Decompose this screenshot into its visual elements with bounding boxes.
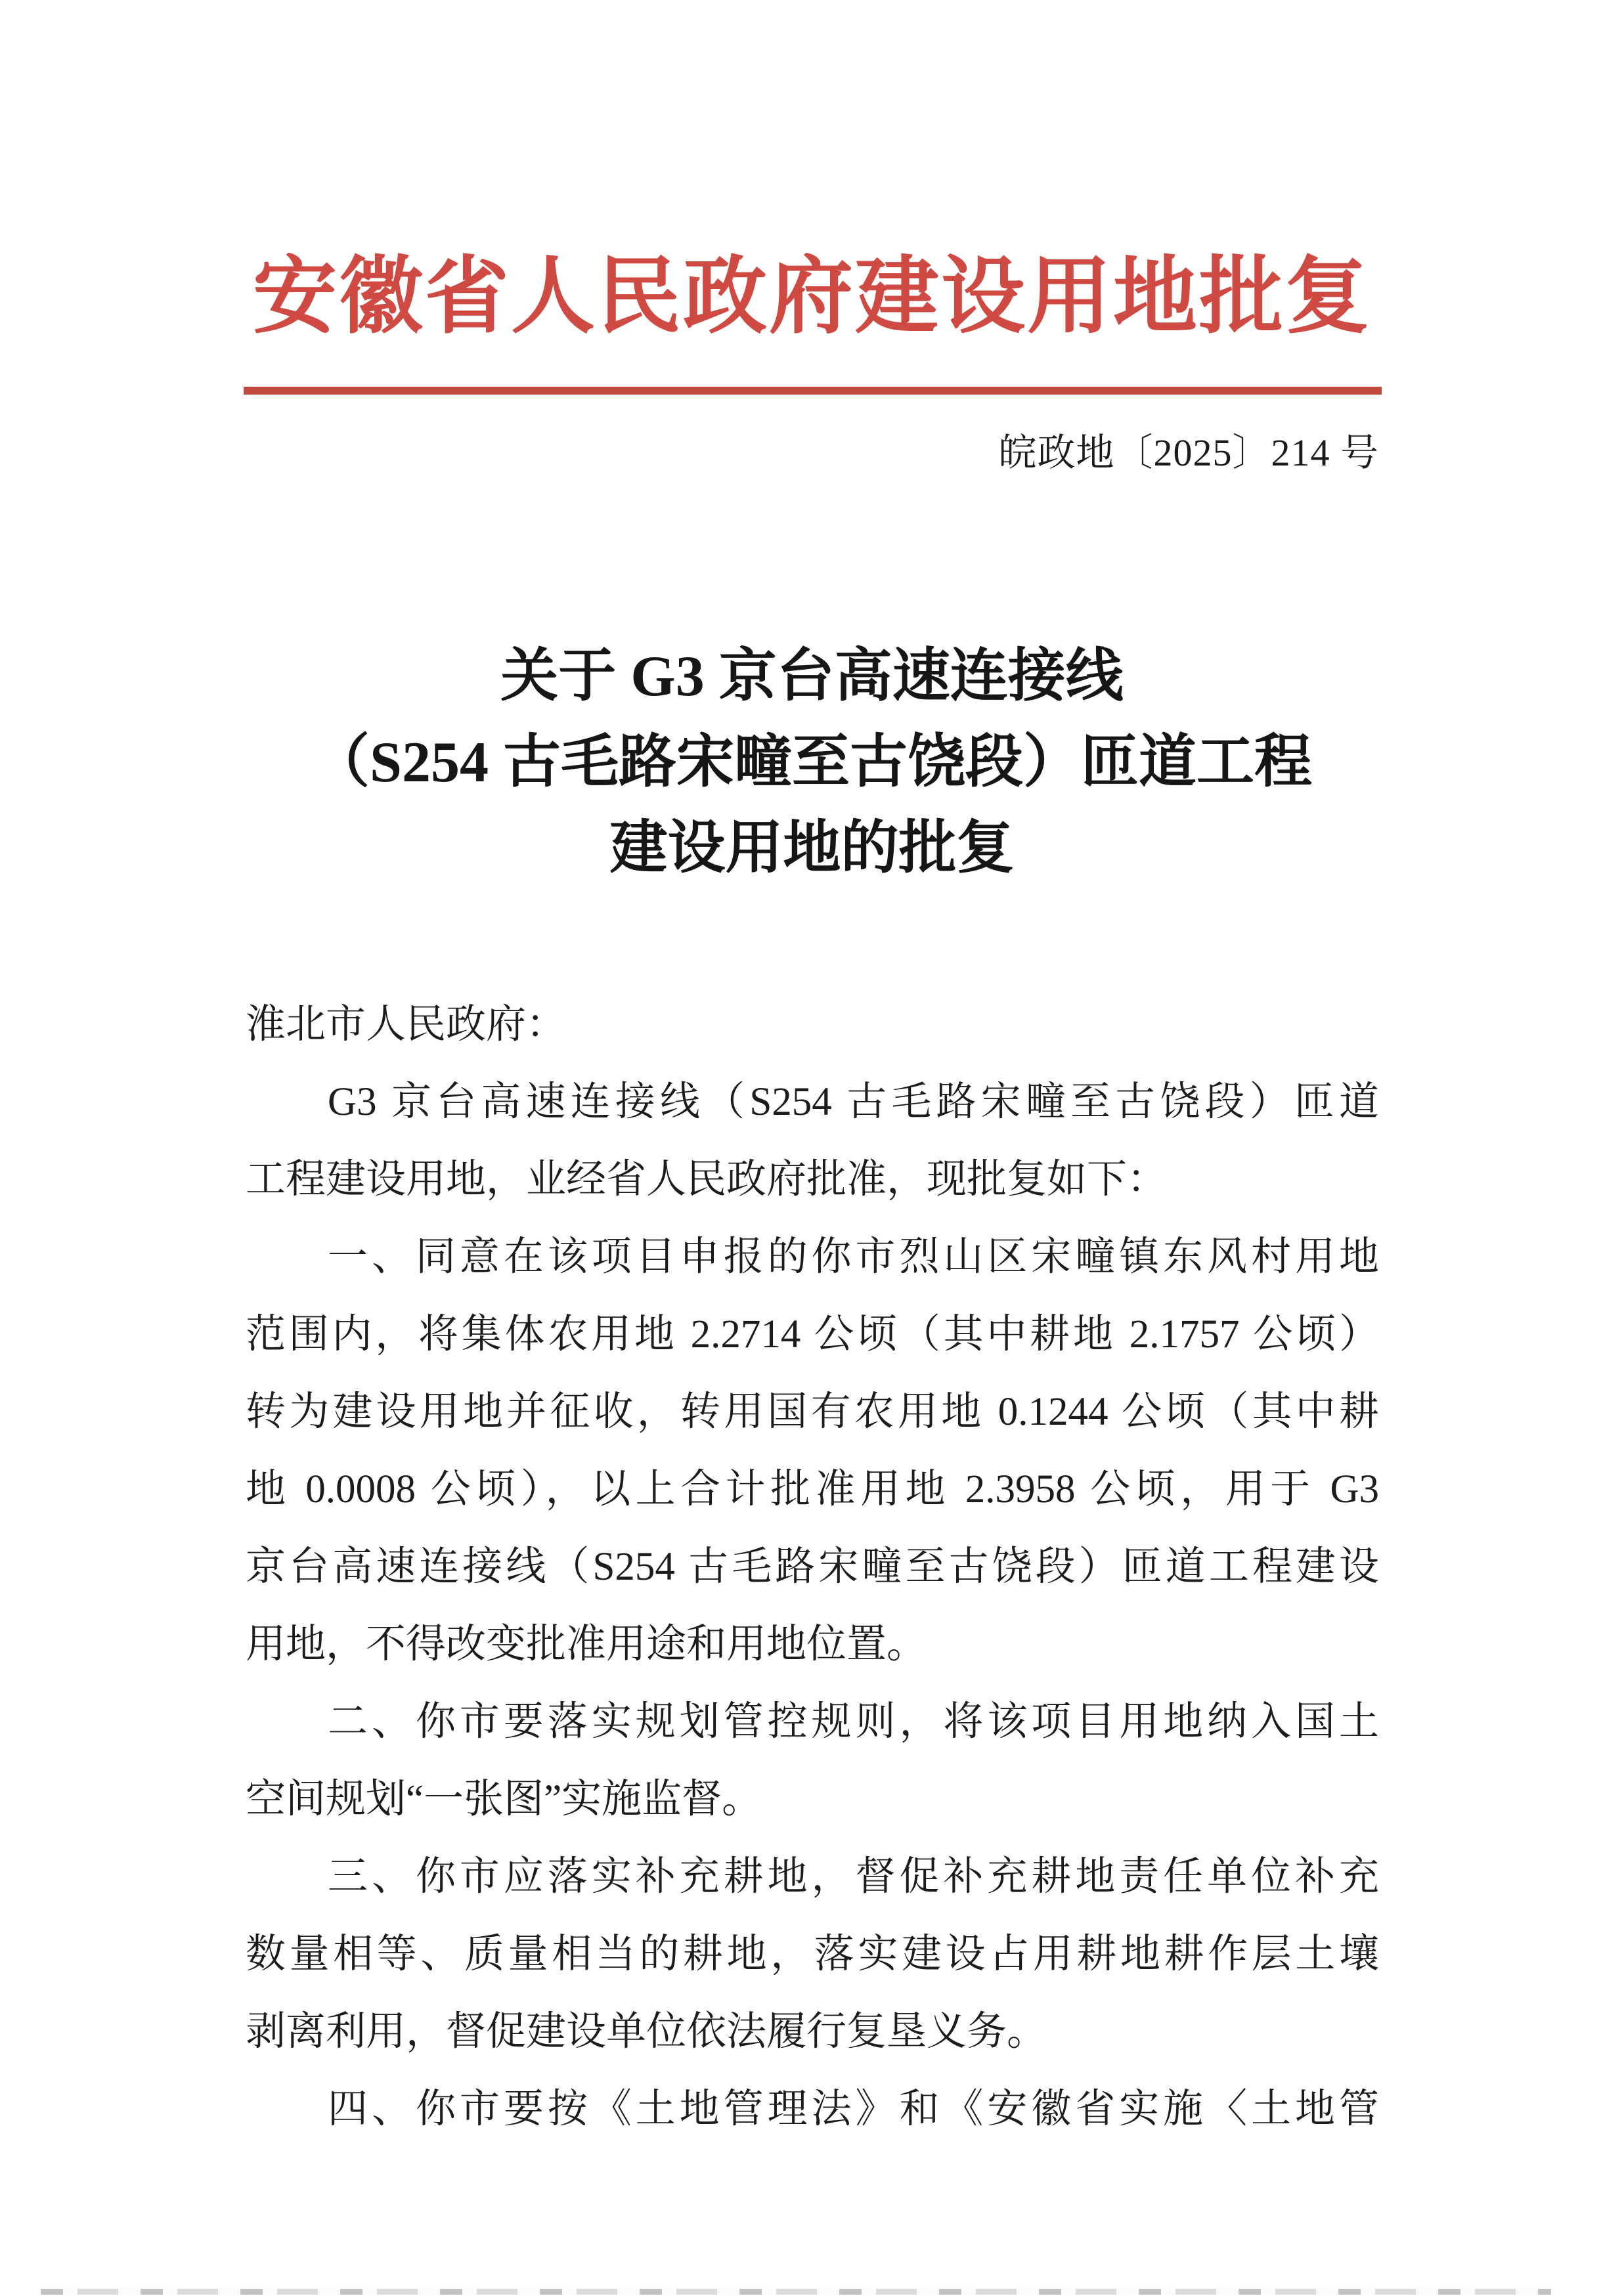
body-text-line: 四、你市要按《土地管理法》和《安徽省实施〈土地管 [328,2087,1379,2131]
body-text-line: 二、你市要落实规划管控规则，将该项目用地纳入国土 [328,1700,1379,1744]
body-text-line: 京台高速连接线（S254 古毛路宋疃至古饶段）匝道工程建设 [246,1545,1379,1589]
subject-title-line: 关于 G3 京台高速连接线 [500,645,1124,708]
body-text-line: 空间规划“一张图”实施监督。 [246,1777,762,1821]
body-text-line: 剥离利用，督促建设单位依法履行复垦义务。 [246,2010,1047,2054]
document-number: 皖政地〔2025〕214 号 [998,431,1379,474]
body-text-line: 地 0.0008 公顷），以上合计批准用地 2.3958 公顷，用于 G3 [246,1467,1379,1511]
document-header-title: 安徽省人民政府建设用地批复 [252,250,1371,343]
next-page-line-cutoff-artifact [41,2289,1551,2295]
body-text-line: 淮北市人民政府： [246,1003,567,1047]
body-text-line: 范围内，将集体农用地 2.2714 公顷（其中耕地 2.1757 公顷） [246,1312,1379,1356]
subject-title [0,634,1624,892]
body-text-line: 转为建设用地并征收，转用国有农用地 0.1244 公顷（其中耕 [246,1390,1379,1434]
body-text-line: 用地，不得改变批准用途和用地位置。 [246,1622,927,1666]
body-text-line: 三、你市应落实补充耕地，督促补充耕地责任单位补充 [328,1855,1379,1899]
document-body [246,986,1379,2148]
subject-title-line: 建设用地的批复 [609,817,1015,880]
body-text-line: 工程建设用地，业经省人民政府批准，现批复如下： [246,1158,1168,1202]
subject-title-line: （S254 古毛路宋疃至古饶段）匝道工程 [312,731,1312,794]
body-text-line: G3 京台高速连接线（S254 古毛路宋疃至古饶段）匝道 [328,1080,1379,1124]
body-text-line: 数量相等、质量相当的耕地，落实建设占用耕地耕作层土壤 [246,1932,1379,1976]
red-separator-rule [244,387,1382,395]
body-text-line: 一、同意在该项目申报的你市烈山区宋疃镇东风村用地 [328,1235,1379,1279]
